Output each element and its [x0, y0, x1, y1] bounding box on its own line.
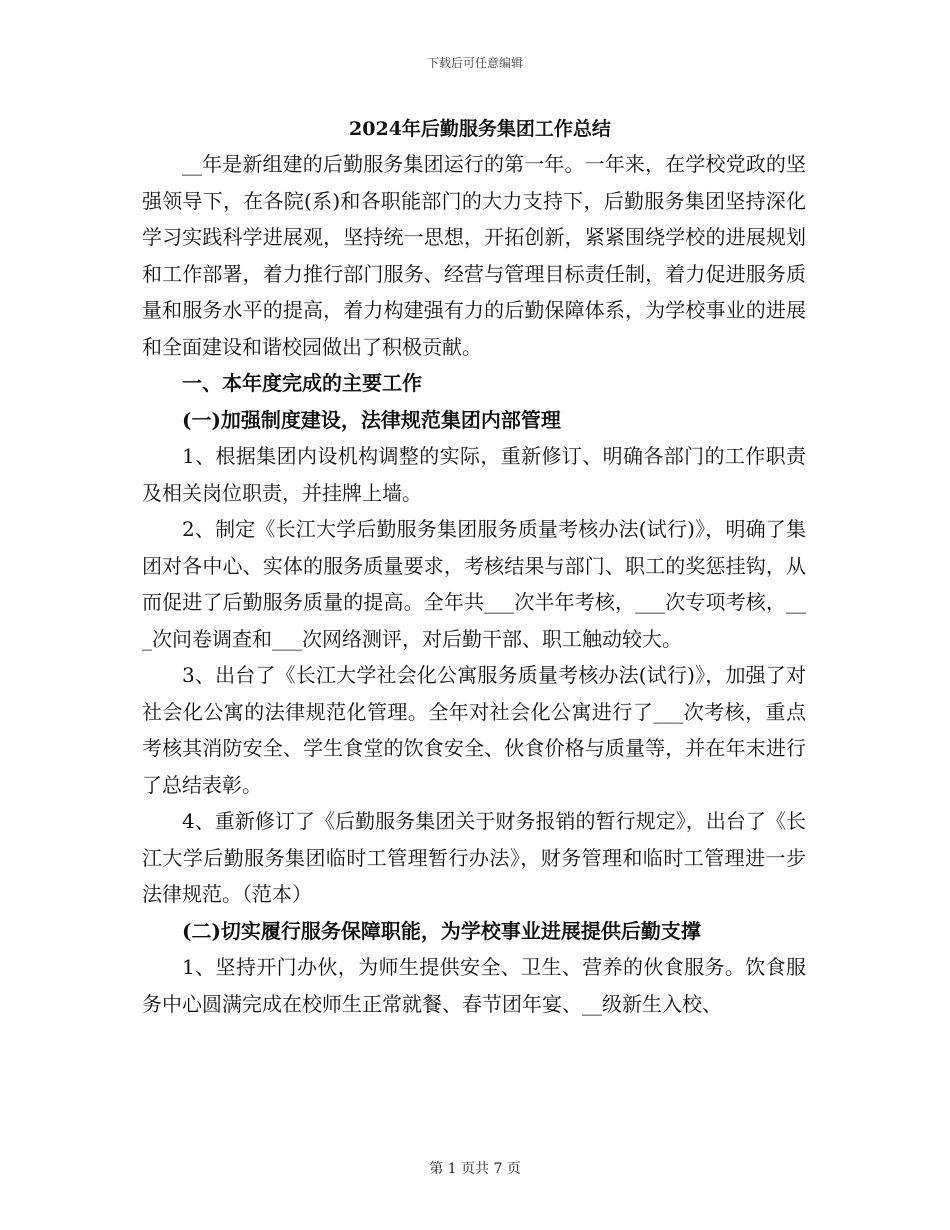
subsection-heading-1: (一)加强制度建设，法律规范集团内部管理 [182, 407, 561, 432]
list-item: 1、坚持开门办伙，为师生提供安全、卫生、营养的伙食服务。饮食服务中心圆满完成在校师生正常就餐、春节团年宴、__级新生入校、 [142, 955, 806, 1016]
list-item: 3、出台了《长江大学社会化公寓服务质量考核办法(试行)》，加强了对社会化公寓的法律规范化管理。全年对社会化公寓进行了___次考核，重点考核其消防安全、学生食堂的饮食安全、伙食价格与质量等，并在年末进行了总结表彰。 [142, 663, 806, 797]
subsection-heading-2: (二)切实履行服务保障职能，为学校事业进展提供后勤支撑 [182, 918, 701, 943]
header-note: 下载后可任意编辑 [426, 56, 523, 70]
page-number: 第 1 页共 7 页 [429, 1161, 521, 1177]
document-title: 2024年后勤服务集团工作总结 [349, 118, 611, 140]
intro-paragraph: __年是新组建的后勤服务集团运行的第一年。一年来，在学校党政的坚强领导下，在各院(系)和各职能部门的大力支持下，后勤服务集团坚持深化学习实践科学进展观，坚持统一思想，开拓创新，紧紧围绕学校的进展规划和工作部署，着力推行部门服务、经营与管理目标责任制，着力促进服务质量和服务水平的提高，着力构建强有力的后勤保障体系，为学校事业的进展和全面建设和谐校园做出了积极贡献。 [142, 152, 806, 359]
document-body [142, 112, 806, 1022]
list-item: 2、制定《长江大学后勤服务集团服务质量考核办法(试行)》，明确了集团对各中心、实体的服务质量要求，考核结果与部门、职工的奖惩挂钩，从而促进了后勤服务质量的提高。全年共___次半年考核，___次专项考核，___次问卷调查和___次网络测评，对后勤干部、职工触动较大。 [142, 517, 806, 651]
list-item: 1、根据集团内设机构调整的实际，重新修订、明确各部门的工作职责及相关岗位职责，并挂牌上墙。 [142, 444, 806, 505]
list-item: 4、重新修订了《后勤服务集团关于财务报销的暂行规定》，出台了《长江大学后勤服务集团临时工管理暂行办法》，财务管理和临时工管理进一步法律规范。（范本） [142, 809, 806, 906]
section-heading-1: 一、本年度完成的主要工作 [182, 371, 422, 395]
